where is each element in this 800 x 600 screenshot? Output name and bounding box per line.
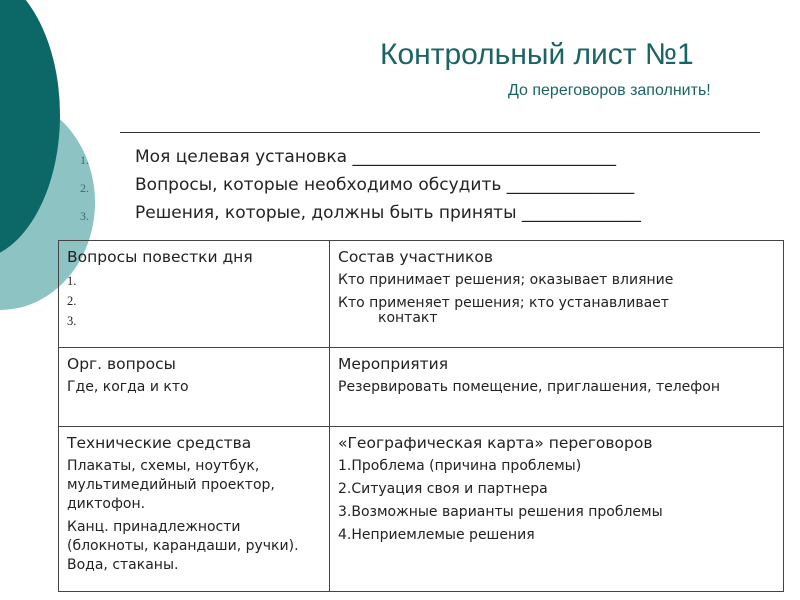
cell-heading: Мероприятия	[338, 355, 449, 373]
table-cell	[59, 348, 330, 427]
cell-text: 2.Ситуация своя и партнера	[338, 481, 548, 497]
table-cell	[330, 241, 784, 348]
table-row	[59, 348, 784, 427]
cell-text: Резервировать помещение, приглашения, телефон	[338, 379, 720, 395]
cell-text: контакт	[378, 310, 438, 326]
cell-text: Где, когда и кто	[67, 379, 189, 395]
cell-text: Кто применяет решения; кто устанавливает	[338, 295, 669, 311]
cell-heading: Орг. вопросы	[67, 355, 176, 373]
cell-heading: Технические средства	[67, 434, 252, 452]
list-text: Вопросы, которые необходимо обсудить _______________	[135, 175, 635, 195]
list-text: Решения, которые, должны быть приняты ______________	[135, 203, 641, 223]
list-number: 1.	[80, 153, 89, 167]
cell-text: Плакаты, схемы, ноутбук, мультимедийный проектор, диктофон.	[67, 458, 275, 512]
cell-heading: Вопросы повестки дня	[67, 248, 253, 266]
cell-heading: «Географическая карта» переговоров	[338, 434, 653, 452]
table-cell	[330, 427, 784, 592]
table-cell	[59, 241, 330, 348]
agenda-item: 3.	[67, 314, 77, 328]
page-subtitle: До переговоров заполнить!	[508, 82, 711, 99]
cell-text: 1.Проблема (причина проблемы)	[338, 458, 582, 474]
page-title: Контрольный лист №1	[380, 38, 694, 71]
cell-heading: Состав участников	[338, 248, 493, 266]
list-text: Моя целевая установка _______________________________	[135, 147, 616, 167]
cell-text: Кто принимает решения; оказывает влияние	[338, 272, 674, 288]
table-row	[59, 427, 784, 592]
table-row	[59, 241, 784, 348]
list-number: 3.	[80, 209, 89, 223]
checklist-table	[58, 240, 784, 592]
agenda-item: 1.	[67, 274, 77, 288]
cell-text: 4.Неприемлемые решения	[338, 527, 535, 543]
cell-text: Канц. принадлежности (блокноты, карандаши, ручки). Вода, стаканы.	[67, 519, 299, 573]
table-cell	[330, 348, 784, 427]
table-cell	[59, 427, 330, 592]
cell-text: 3.Возможные варианты решения проблемы	[338, 504, 663, 520]
agenda-item: 2.	[67, 294, 77, 308]
divider-line	[120, 132, 760, 133]
list-number: 2.	[80, 181, 89, 195]
